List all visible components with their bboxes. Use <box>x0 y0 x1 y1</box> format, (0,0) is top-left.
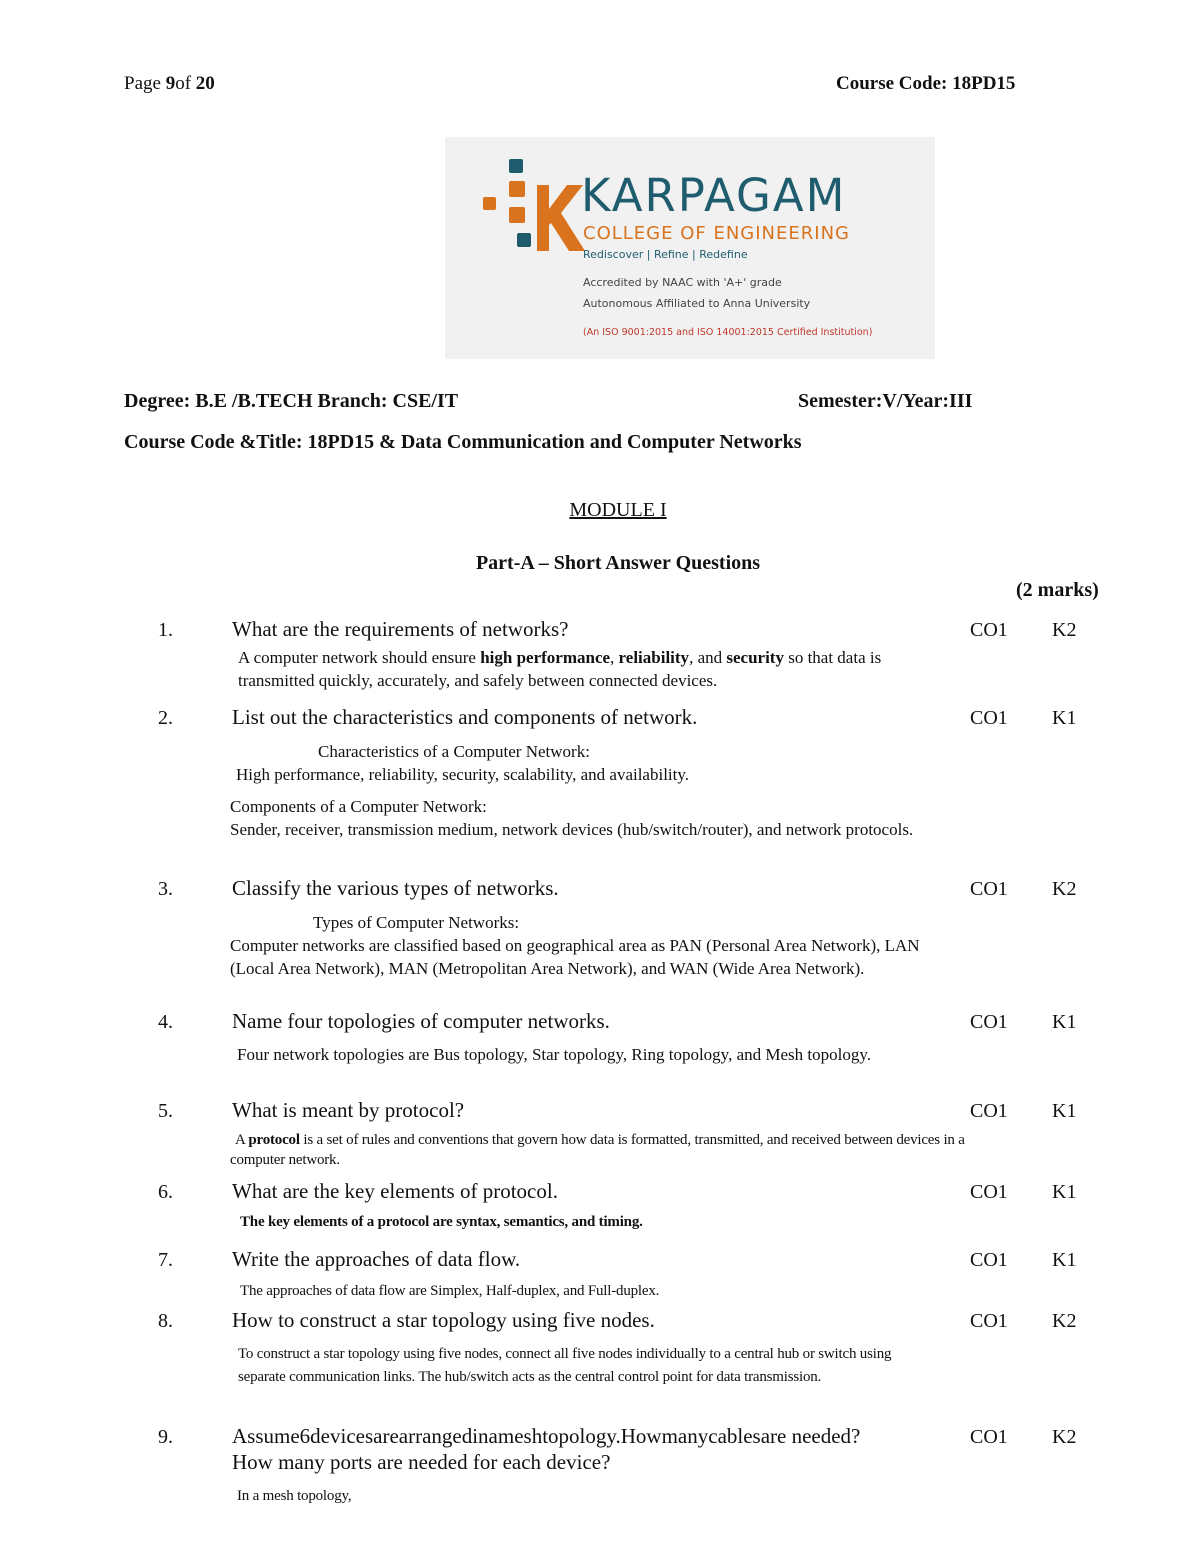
question-text: Name four topologies of computer networks. <box>232 1009 610 1033</box>
question-number: 3. <box>158 878 173 900</box>
course-outcome: CO1 <box>970 1181 1008 1203</box>
page-indicator: Page 9of 20 <box>124 73 215 94</box>
svg-text:Rediscover | Refine | Rede: Rediscover | Refine | Redefine <box>583 248 748 261</box>
answer-text: In a mesh topology, <box>237 1488 352 1504</box>
question-number: 1. <box>158 619 173 641</box>
course-outcome: CO1 <box>970 1100 1008 1122</box>
module-heading: MODULE I <box>569 499 667 521</box>
question-text: List out the characteristics and components of network. <box>232 705 698 729</box>
question-number: 9. <box>158 1426 173 1448</box>
knowledge-level: K1 <box>1052 1011 1077 1033</box>
degree-branch: Degree: B.E /B.TECH Branch: CSE/IT <box>124 390 459 412</box>
answer-text: Four network topologies are Bus topology, Star topology, Ring topology, and Mesh topology. <box>237 1045 871 1064</box>
knowledge-level: K1 <box>1052 707 1077 729</box>
logo-mark-icon <box>483 159 585 251</box>
course-outcome: CO1 <box>970 1011 1008 1033</box>
question-text: What are the key elements of protocol. <box>232 1179 558 1203</box>
question-number: 4. <box>158 1011 173 1033</box>
course-outcome: CO1 <box>970 707 1008 729</box>
course-outcome: CO1 <box>970 1426 1008 1448</box>
svg-text:Autonomous Affiliated to Anna: Autonomous Affiliated to Anna University <box>583 297 811 310</box>
marks-label: (2 marks) <box>1016 579 1099 601</box>
answer-text: Sender, receiver, transmission medium, network devices (hub/switch/router), and network protocols. <box>230 820 914 839</box>
part-heading: Part-A – Short Answer Questions <box>475 552 761 574</box>
answer-heading: Types of Computer Networks: <box>313 913 520 932</box>
course-outcome: CO1 <box>970 1310 1008 1332</box>
knowledge-level: K1 <box>1052 1100 1077 1122</box>
svg-text:COLLEGE OF ENGINEERING: COLLEGE OF ENGINEERING <box>583 223 850 244</box>
answer-text: The key elements of a protocol are syntax, semantics, and timing. <box>240 1214 643 1230</box>
answer-text: The approaches of data flow are Simplex, Half-duplex, and Full-duplex. <box>240 1283 660 1299</box>
semester-year: Semester:V/Year:III <box>798 390 973 412</box>
question-number: 8. <box>158 1310 173 1332</box>
svg-text:KARPAGAM: KARPAGAM <box>581 169 847 222</box>
question-text: Assume6devicesarearrangedinameshtopology.Howmanycablesare needed? How many ports are needed for each device? <box>232 1424 861 1474</box>
knowledge-level: K2 <box>1052 1426 1077 1448</box>
knowledge-level: K1 <box>1052 1181 1077 1203</box>
answer-heading: Components of a Computer Network: <box>230 797 487 816</box>
svg-text:(An ISO 9001:2015 and ISO 1400: (An ISO 9001:2015 and ISO 14001:2015 Certified Institution) <box>583 327 873 338</box>
question-text: What is meant by protocol? <box>232 1098 465 1122</box>
answer-text: Computer networks are classified based on geographical area as PAN (Personal Area Network), LAN (Local Area Network), MAN (Metropolitan Area Network), and WAN (Wide Area Network). <box>230 936 920 978</box>
question-text: How to construct a star topology using five nodes. <box>232 1308 655 1332</box>
answer-text: To construct a star topology using five nodes, connect all five nodes individually to a central hub or switch using separate communication links. The hub/switch acts as the central control point for data transmission. <box>238 1346 892 1385</box>
question-number: 6. <box>158 1181 173 1203</box>
course-outcome: CO1 <box>970 619 1008 641</box>
svg-text:Accredited by NAAC with 'A+' g: Accredited by NAAC with 'A+' grade <box>583 276 782 289</box>
knowledge-level: K2 <box>1052 878 1077 900</box>
header-course-code: Course Code: 18PD15 <box>836 73 1016 94</box>
knowledge-level: K2 <box>1052 1310 1077 1332</box>
course-outcome: CO1 <box>970 1249 1008 1271</box>
college-logo <box>445 137 935 359</box>
question-number: 2. <box>158 707 173 729</box>
answer-text: High performance, reliability, security, scalability, and availability. <box>236 765 690 784</box>
question-text: Classify the various types of networks. <box>232 876 559 900</box>
answer-text: A computer network should ensure high performance, reliability, and security so that data is transmitted quickly, accurately, and safely between connected devices. <box>238 648 882 690</box>
answer-heading: Characteristics of a Computer Network: <box>318 742 590 761</box>
question-text: Write the approaches of data flow. <box>232 1247 521 1271</box>
knowledge-level: K2 <box>1052 619 1077 641</box>
knowledge-level: K1 <box>1052 1249 1077 1271</box>
question-number: 7. <box>158 1249 173 1271</box>
course-outcome: CO1 <box>970 878 1008 900</box>
course-title: Course Code &Title: 18PD15 & Data Communication and Computer Networks <box>124 431 802 453</box>
answer-text: A protocol is a set of rules and conventions that govern how data is formatted, transmitted, and received between devices in a computer network. <box>230 1132 965 1168</box>
question-number: 5. <box>158 1100 173 1122</box>
question-text: What are the requirements of networks? <box>232 617 569 641</box>
